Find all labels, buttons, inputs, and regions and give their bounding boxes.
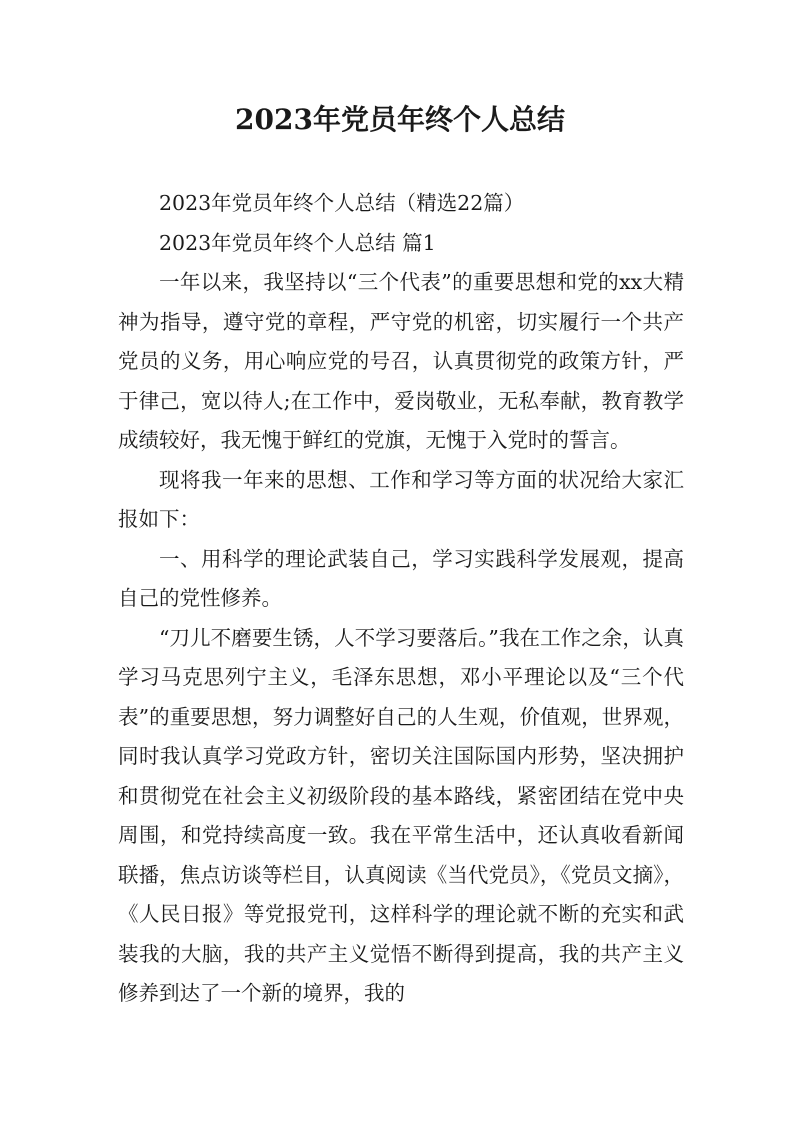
subtitle-paragraph: 2023年党员年终个人总结（精选22篇） bbox=[159, 191, 525, 215]
section-heading: 2023年党员年终个人总结 篇1 bbox=[159, 230, 436, 255]
document-title: 2023年党员年终个人总结 bbox=[235, 103, 565, 136]
body-paragraph: 现将我一年来的思想、工作和学习等方面的状况给大家汇报如下： bbox=[118, 467, 684, 531]
body-paragraph: “刀儿不磨要生锈，人不学习要落后。”我在工作之余，认真学习马克思列宁主义，毛泽东思想，邓小平理论以及“三个代表”的重要思想，努力调整好自己的人生观，价值观，世界观，同时我认真学习党政方针，密切关注国际国内形势，坚决拥护和贯彻党在社会主义初级阶段的基本路线，紧密团结在党中央周围，和党持续高度一致。我在平常生活中，还认真收看新闻联播，焦点访谈等栏目，认真阅读《当代党员》，《党员文摘》，《人民日报》等党报党刊，这样科学的理论就不断的充实和武装我的大脑，我的共产主义觉悟不断得到提高，我的共产主义修养到达了一个新的境界，我的 bbox=[118, 625, 684, 1005]
body-paragraph: 一年以来，我坚持以“三个代表”的重要思想和党的xx大精神为指导，遵守党的章程，严守党的机密，切实履行一个共产党员的义务，用心响应党的号召，认真贯彻党的政策方针，严于律己，宽以待人;在工作中，爱岗敬业，无私奉献，教育教学成绩较好，我无愧于鲜红的党旗，无愧于入党时的誓言。 bbox=[118, 270, 684, 452]
document-body bbox=[118, 184, 684, 1014]
body-paragraph: 一、用科学的理论武装自己，学习实践科学发展观，提高自己的党性修养。 bbox=[118, 546, 684, 610]
